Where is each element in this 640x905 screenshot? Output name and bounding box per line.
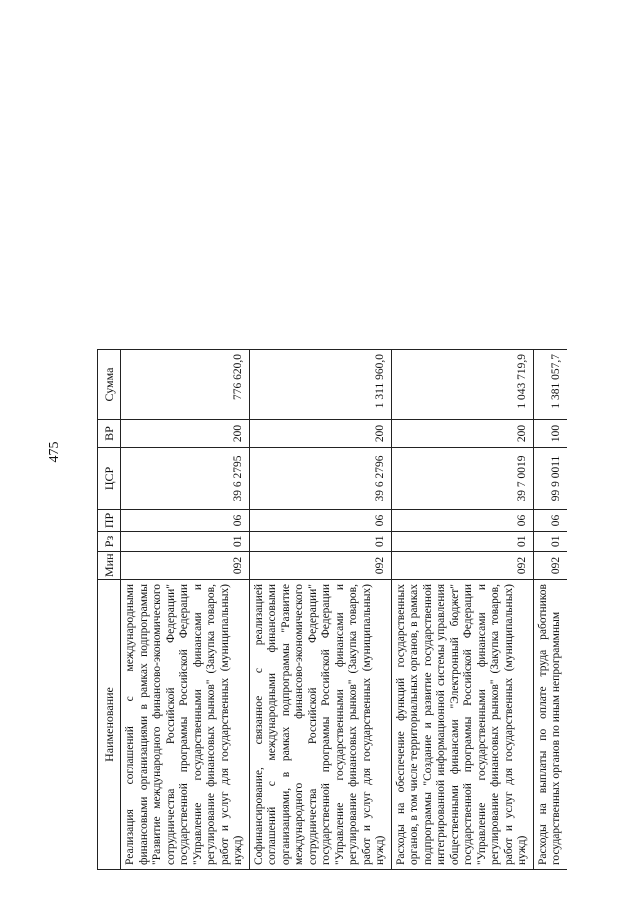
table-row — [391, 350, 533, 870]
row-csr: 39 6 2796 — [249, 448, 391, 510]
row-pr: 06 — [391, 510, 533, 532]
row-rz: 01 — [533, 532, 567, 552]
row-sum: 1 043 719,9 — [391, 350, 533, 420]
row-name: Расходы на обеспечение функций государственных органов, в том числе территориальных органов, в рамках подпрограммы "Создание и развитие государственной интегрированной информационной системы управления общественными финансами "Электронный бюджет" государственной программы Российской Федерации "Управление государственными финансами и регулирование финансовых рынков" (Закупка товаров, работ и услуг для государственных (муниципальных) нужд) — [391, 580, 533, 870]
row-rz: 01 — [249, 532, 391, 552]
row-name: Софинансирование, связанное с реализацией соглашений с международными финансовыми организациями, в рамках подпрограммы "Развитие международного финансово-экономического сотрудничества Российской Федерации" государственной программы Российской Федерации "Управление государственными финансами и регулирование финансовых рынков" (Закупка товаров, работ и услуг для государственных (муниципальных) нужд) — [249, 580, 391, 870]
header-row — [98, 350, 121, 870]
header-rz: Рз — [98, 532, 121, 552]
row-pr: 06 — [121, 510, 250, 532]
budget-table — [97, 349, 567, 870]
header-pr: ПР — [98, 510, 121, 532]
row-rz: 01 — [121, 532, 250, 552]
row-min: 092 — [533, 552, 567, 580]
row-name: Расходы на выплаты по оплате труда работников государственных органов по иным непрограммным — [533, 580, 567, 870]
row-vr: 200 — [121, 420, 250, 448]
row-pr: 06 — [249, 510, 391, 532]
row-csr: 39 7 0019 — [391, 448, 533, 510]
table-row — [121, 350, 250, 870]
row-csr: 39 6 2795 — [121, 448, 250, 510]
table-row — [249, 350, 391, 870]
header-sum: Сумма — [98, 350, 121, 420]
header-csr: ЦСР — [98, 448, 121, 510]
header-vr: ВР — [98, 420, 121, 448]
row-name: Реализация соглашений с международными финансовыми организациями в рамках подпрограммы "Развитие международного финансово-экономического сотрудничества Российской Федерации" государственной программы Российской Федерации "Управление государственными финансами и регулирование финансовых рынков" (Закупка товаров, работ и услуг для государственных (муниципальных) нужд) — [121, 580, 250, 870]
row-sum: 1 311 960,0 — [249, 350, 391, 420]
row-sum: 1 381 057,7 — [533, 350, 567, 420]
row-vr: 200 — [391, 420, 533, 448]
header-name: Наименование — [98, 580, 121, 870]
rotated-table-container — [97, 50, 617, 870]
table-row — [533, 350, 567, 870]
row-pr: 06 — [533, 510, 567, 532]
row-min: 092 — [249, 552, 391, 580]
header-min: Мин — [98, 552, 121, 580]
row-csr: 99 9 0011 — [533, 448, 567, 510]
row-vr: 100 — [533, 420, 567, 448]
row-vr: 200 — [249, 420, 391, 448]
row-sum: 776 620,0 — [121, 350, 250, 420]
row-min: 092 — [121, 552, 250, 580]
row-rz: 01 — [391, 532, 533, 552]
page-number: 475 — [47, 441, 62, 463]
row-min: 092 — [391, 552, 533, 580]
